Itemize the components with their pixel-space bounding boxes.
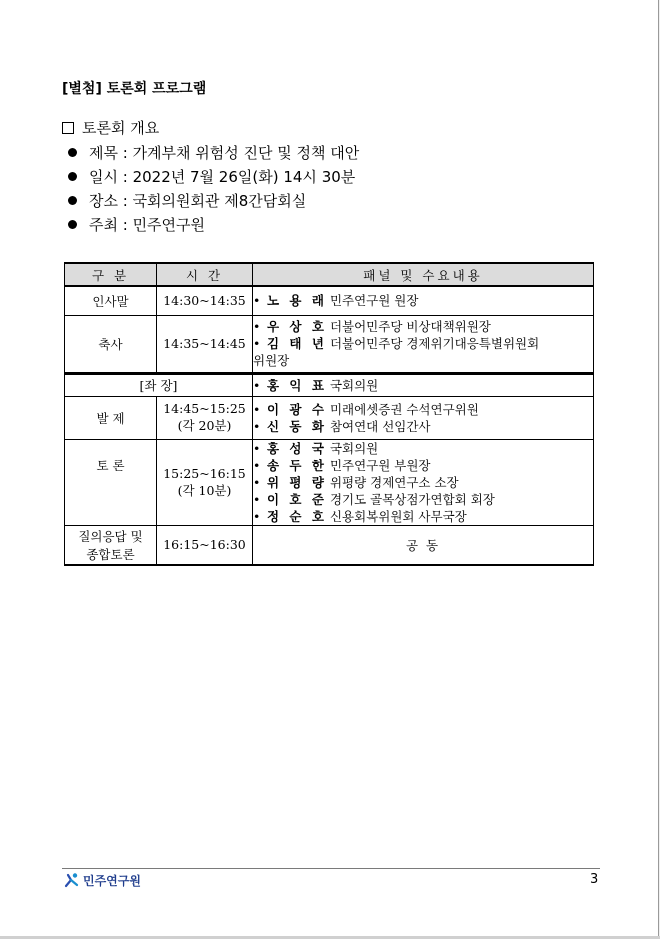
panel-cell: [253, 439, 594, 525]
panelist: • 우 상 호 더불어민주당 비상대책위원장: [253, 319, 491, 334]
overview-heading: [62, 117, 159, 138]
panelist-name: 송 두 한: [267, 457, 327, 473]
header-category: 구 분: [65, 263, 157, 286]
panelist: • 홍 익 표 국회의원: [253, 377, 379, 393]
panelist-role: 더불어민주당 경제위기대응특별위원회: [329, 336, 540, 351]
panelist: • 신 동 화 참여연대 선임간사: [253, 418, 431, 434]
panelist-name: 우 상 호: [267, 319, 327, 334]
panelist-name: 정 순 호: [267, 508, 327, 524]
category-line-2: 종합토론: [86, 546, 135, 562]
panelist: • 송 두 한 민주연구원 부원장: [253, 457, 431, 473]
panelist-role: 위평량 경제연구소 소장: [329, 474, 459, 490]
panelist-role: 경기도 골목상점가연합회 회장: [329, 491, 495, 507]
list-item: [62, 165, 359, 189]
table-row: [65, 286, 594, 315]
panel-cell: [253, 286, 594, 315]
panelist: • 홍 성 국 국회의원: [253, 440, 379, 456]
time-cell: 14:30~14:35: [157, 286, 253, 315]
chair-label: [좌 장]: [65, 373, 253, 396]
panelist-name: 이 광 수: [267, 401, 327, 417]
table-row: [65, 315, 594, 373]
panelist: • 정 순 호 신용회복위원회 사무국장: [253, 508, 467, 524]
panel-cell: [253, 396, 594, 439]
header-panel: 패널 및 수요내용: [253, 263, 594, 286]
time-cell: [157, 396, 253, 439]
category-cell: [65, 525, 157, 565]
panelist-role: 신용회복위원회 사무국장: [329, 508, 467, 524]
time-range: 14:45~15:25: [163, 401, 246, 416]
panelist-name: 노 용 래: [267, 293, 327, 309]
panelist-name: 이 호 준: [267, 491, 327, 507]
list-item: [62, 213, 359, 237]
panel-cell: [253, 315, 594, 373]
time-each: (각 20분): [177, 418, 232, 433]
bullet-icon: [68, 196, 77, 205]
panelist-role: 미래에셋증권 수석연구위원: [329, 401, 479, 417]
time-cell: 14:35~14:45: [157, 315, 253, 373]
panel-cell: 공 동: [253, 525, 594, 565]
checkbox-square-icon: [62, 122, 74, 134]
header-time: 시 간: [157, 263, 253, 286]
panelist-role: 민주연구원 부원장: [329, 457, 431, 473]
category-cell: 축사: [65, 315, 157, 373]
overview-list: [62, 141, 359, 237]
logo-mark-icon: [64, 872, 80, 888]
overview-heading-text: 토론회 개요: [82, 119, 160, 137]
institute-logo: [64, 871, 141, 889]
bullet-icon: [68, 220, 77, 229]
overview-host: 주최 : 민주연구원: [89, 216, 206, 234]
time-cell: [157, 439, 253, 525]
time-range: 15:25~16:15: [163, 465, 246, 481]
panelist: • 김 태 년 더불어민주당 경제위기대응특별위원회: [253, 336, 540, 351]
list-item: [62, 141, 359, 165]
panelist: • 위 평 량 위평량 경제연구소 소장: [253, 474, 459, 490]
panelist: • 이 광 수 미래에셋증권 수석연구위원: [253, 401, 479, 417]
panelist-name: 홍 익 표: [267, 377, 327, 393]
panelist-name: 김 태 년: [267, 336, 327, 351]
bullet-icon: [68, 148, 77, 157]
panelist-name: 홍 성 국: [267, 440, 327, 456]
panelist-role: 국회의원: [329, 440, 379, 456]
attachment-title: [별첨] 토론회 프로그램: [62, 81, 207, 97]
time-cell: 16:15~16:30: [157, 525, 253, 565]
panelist-role-cont: 위원장: [253, 353, 290, 368]
panelist-role: 국회의원: [329, 377, 379, 393]
footer-divider: [62, 868, 600, 869]
table-row: [65, 439, 594, 525]
panelist-role: 민주연구원 원장: [329, 293, 419, 309]
category-cell: 발 제: [65, 396, 157, 439]
logo-text: 민주연구원: [83, 873, 141, 888]
page-number: 3: [590, 872, 599, 887]
overview-datetime: 일시 : 2022년 7월 26일(화) 14시 30분: [89, 168, 356, 186]
category-cell: 토 론: [65, 439, 157, 525]
panelist-role: 더불어민주당 비상대책위원장: [329, 319, 491, 334]
category-line-1: 질의응답 및: [78, 528, 143, 544]
panelist: • 노 용 래 민주연구원 원장: [253, 293, 419, 309]
time-each: (각 10분): [177, 482, 232, 498]
list-item: [62, 189, 359, 213]
panelist: • 이 호 준 경기도 골목상점가연합회 회장: [253, 491, 495, 507]
table-row: [65, 525, 594, 565]
overview-title: 제목 : 가계부채 위험성 진단 및 정책 대안: [89, 144, 360, 162]
overview-venue: 장소 : 국회의원회관 제8간담회실: [89, 192, 307, 210]
table-header-row: [65, 263, 594, 286]
panel-cell: [253, 373, 594, 396]
panelist-name: 위 평 량: [267, 474, 327, 490]
table-row: [65, 396, 594, 439]
table-row: [65, 373, 594, 396]
category-cell: 인사말: [65, 286, 157, 315]
panelist-role: 참여연대 선임간사: [329, 418, 431, 434]
program-table: [64, 262, 594, 566]
panelist-name: 신 동 화: [267, 418, 327, 434]
bullet-icon: [68, 172, 77, 181]
